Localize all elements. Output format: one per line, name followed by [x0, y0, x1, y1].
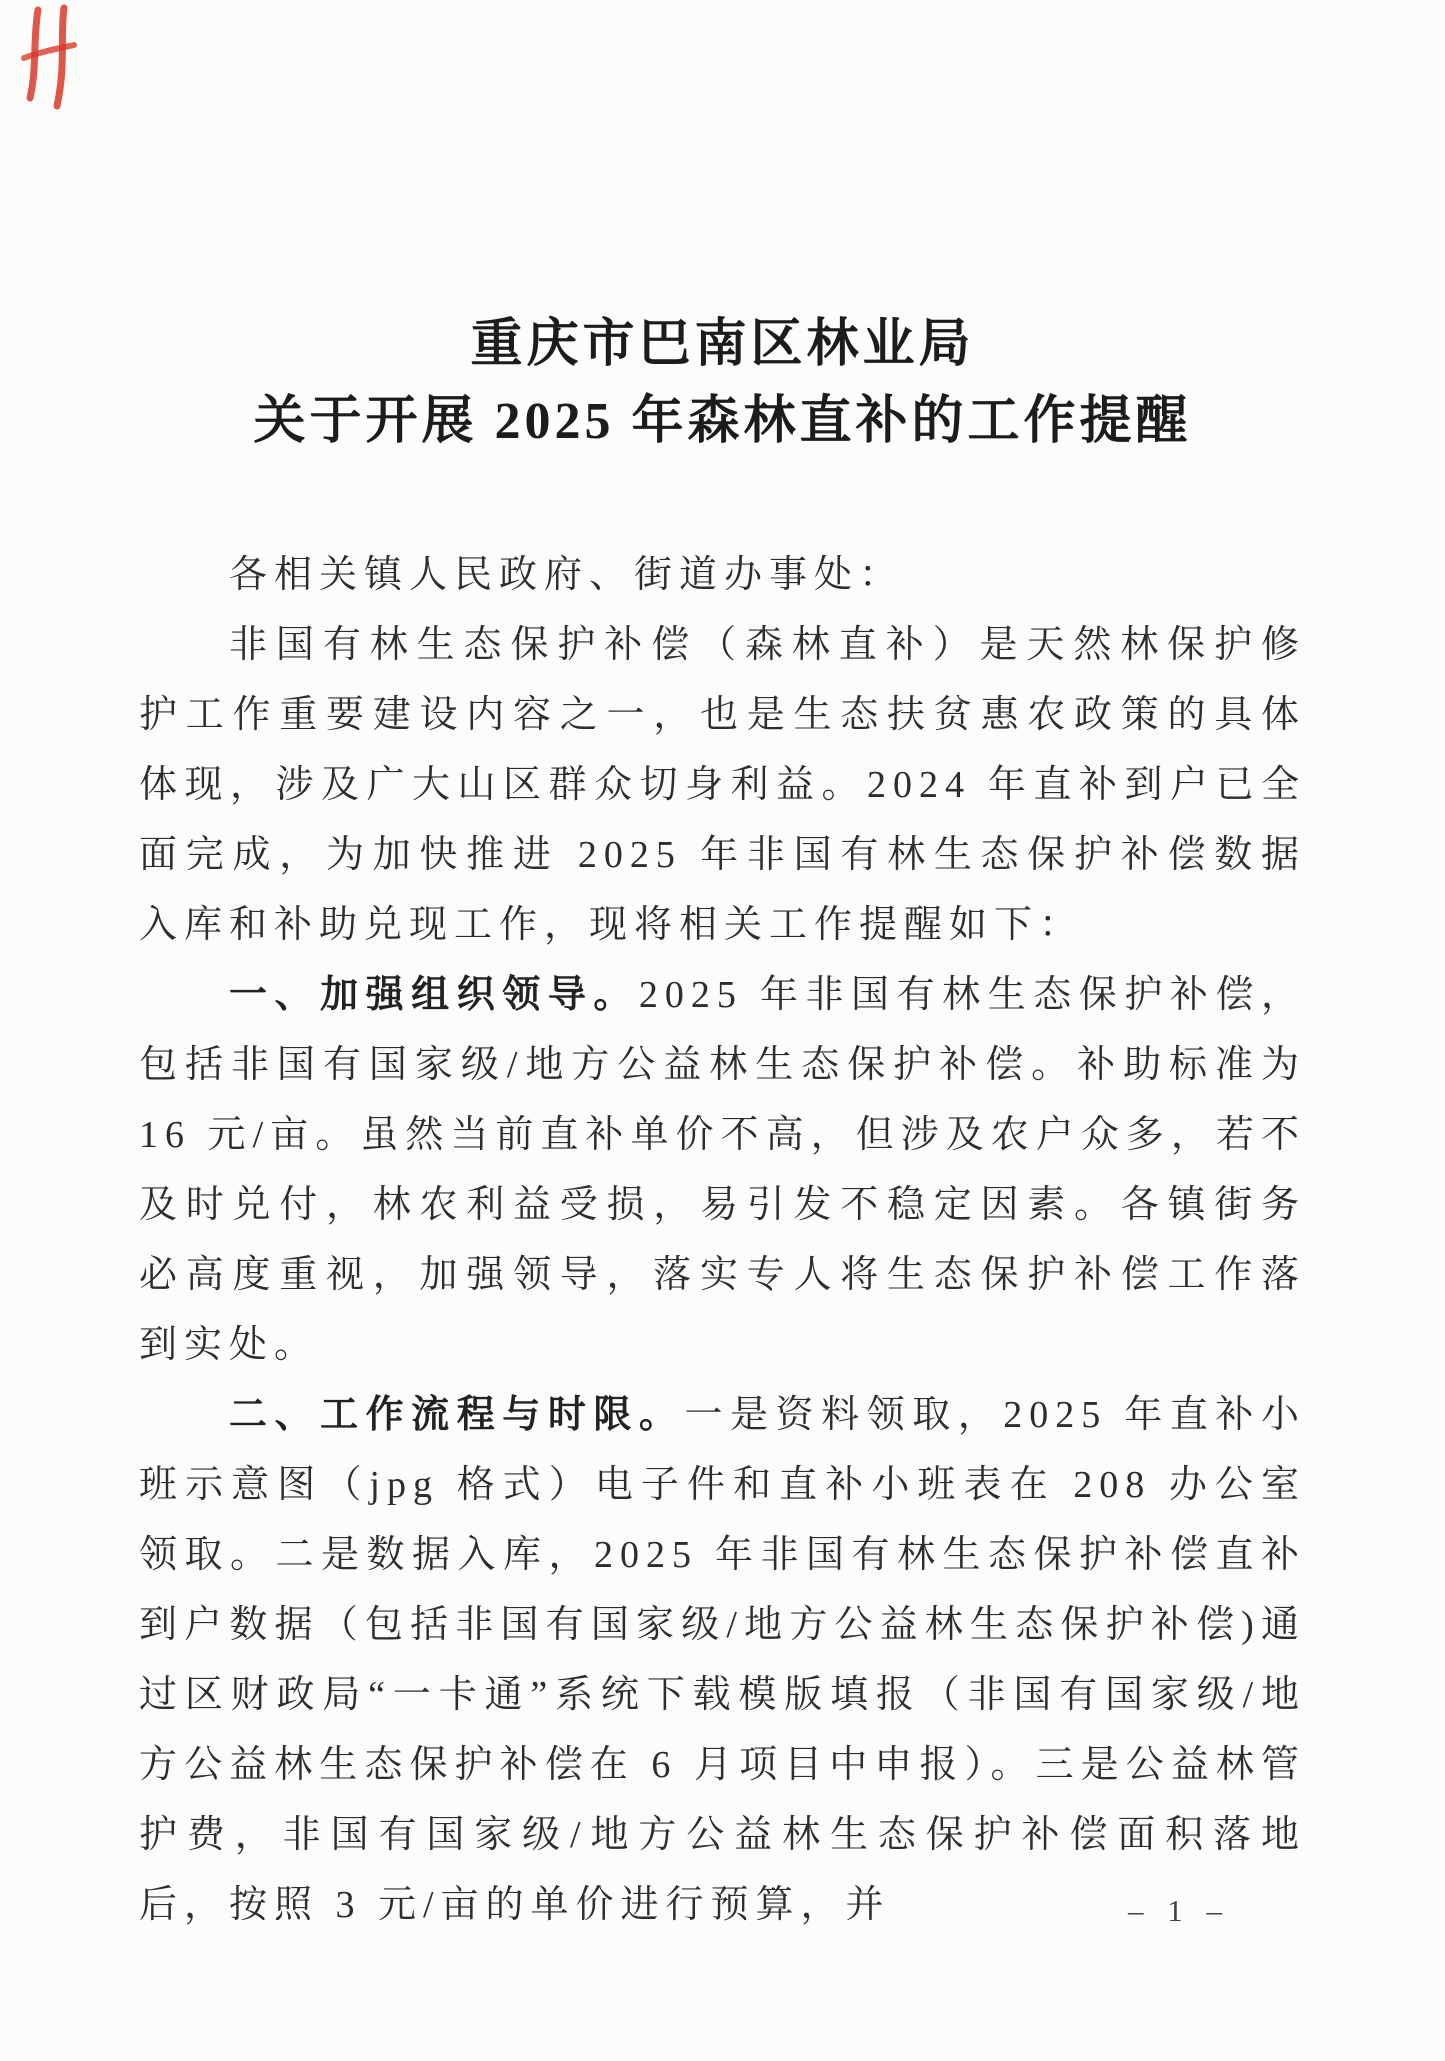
- paragraph-intro: 非国有林生态保护补偿（森林直补）是天然林保护修护工作重要建设内容之一，也是生态扶贫惠农政策的具体体现，涉及广大山区群众切身利益。2024 年直补到户已全面完成，为加快推进 2025 年非国有林生态保护补偿数据入库和补助兑现工作，现将相关工作提醒如下：: [139, 624, 1306, 946]
- document-title: [0, 0, 1445, 460]
- salutation-line: 各相关镇人民政府、街道办事处：: [229, 554, 905, 596]
- title-line-2: 关于开展 2025 年森林直补的工作提醒: [253, 393, 1192, 450]
- title-line-1: 重庆市巴南区林业局: [470, 316, 975, 373]
- section-2-heading: 二、工作流程与时限。: [229, 1394, 685, 1436]
- section-1-text: 2025 年非国有林生态保护补偿，包括非国有国家级/地方公益林生态保护补偿。补助标准为 16 元/亩。虽然当前直补单价不高，但涉及农户众多，若不及时兑付，林农利益受损，易引发不稳定因素。各镇街务必高度重视，加强领导，落实专人将生态保护补偿工作落到实处。: [139, 974, 1306, 1366]
- paragraph-section-2: [139, 1380, 1306, 1940]
- red-pen-scribble-icon: [16, 2, 88, 120]
- page-number: – 1 –: [1128, 1893, 1230, 1928]
- red-scribble-stroke: [57, 8, 64, 106]
- section-1-heading: 一、加强组织领导。: [229, 974, 639, 1016]
- paragraph-section-1: [139, 960, 1306, 1380]
- section-2-text: 一是资料领取，2025 年直补小班示意图（jpg 格式）电子件和直补小班表在 208 办公室领取。二是数据入库，2025 年非国有林生态保护补偿直补到户数据（包括非国有国家级/地方公益林生态保护补偿)通过区财政局“一卡通”系统下载模版填报（非国有国家级/地方公益林生态保护补偿在 6 月项目中申报）。三是公益林管护费，非国有国家级/地方公益林生态保护补偿面积落地后，按照 3 元/亩的单价进行预算，并: [139, 1394, 1306, 1926]
- document-body: [139, 540, 1306, 1940]
